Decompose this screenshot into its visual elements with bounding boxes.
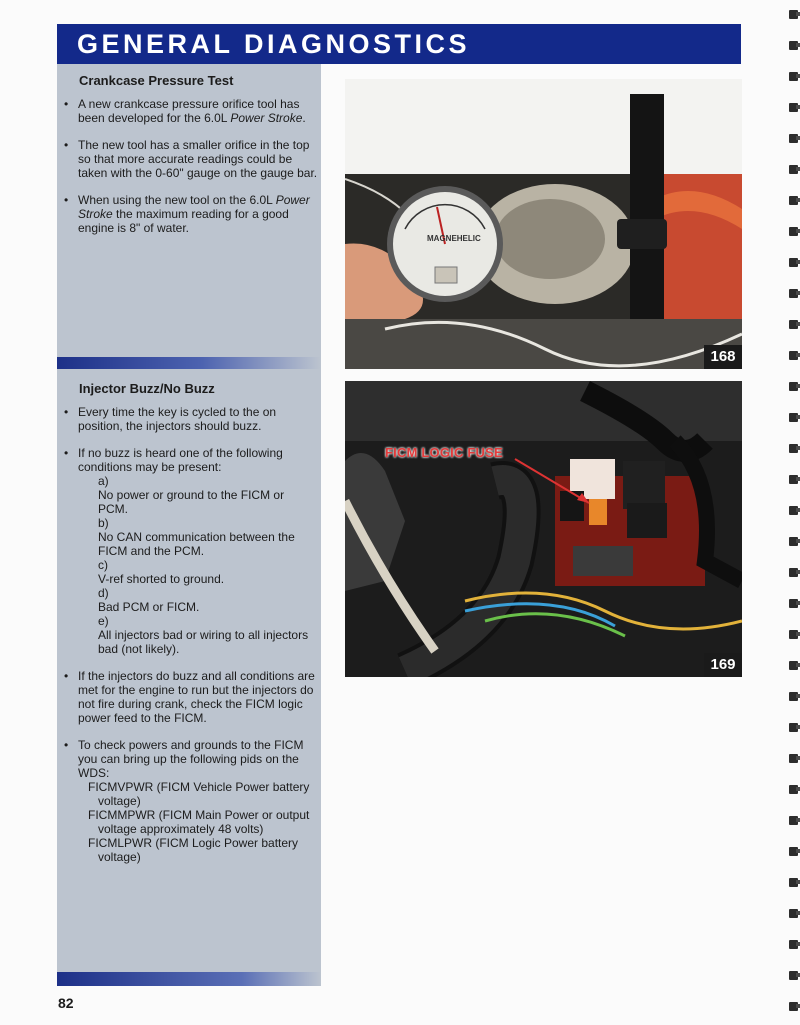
binding-ring [789, 878, 798, 887]
sidebar-footer-bar [57, 972, 321, 986]
binding-ring [789, 41, 798, 50]
list-item: • When using the new tool on the 6.0L Power Stroke the maximum reading for a good engine is 8" of water. [62, 193, 320, 235]
binding-ring [789, 320, 798, 329]
binding-ring [789, 506, 798, 515]
spiral-binding [786, 0, 800, 1025]
condition-item: c)V-ref shorted to ground. [98, 558, 225, 586]
pid-item: FICMMPWR (FICM Main Power or output voltage approximately 48 volts) [88, 808, 310, 836]
binding-ring [789, 971, 798, 980]
crankcase-bullet-list [62, 97, 320, 248]
list-item: • Every time the key is cycled to the on position, the injectors should buzz. [62, 405, 320, 433]
page-header [57, 24, 741, 64]
binding-ring [789, 847, 798, 856]
list-item: • If no buzz is heard one of the following conditions may be present: a)No power or ground to the FICM or PCM. b)No CAN communication between the FICM and the PCM. c)V-ref shorted to ground. d)Bad PCM or FICM. e)All injectors bad or wiring to all injectors bad (not likely). [62, 446, 320, 656]
binding-ring [789, 537, 798, 546]
ficm-fuse-photo [345, 381, 742, 677]
pid-item: FICMLPWR (FICM Logic Power battery voltage) [88, 836, 299, 864]
pid-list [78, 780, 320, 864]
condition-list [78, 474, 320, 656]
binding-ring [789, 661, 798, 670]
binding-ring [789, 72, 798, 81]
binding-ring [789, 227, 798, 236]
binding-ring [789, 165, 798, 174]
section-divider [57, 357, 321, 369]
binding-ring [789, 382, 798, 391]
injector-bullet-list [62, 405, 320, 877]
binding-ring [789, 630, 798, 639]
binding-ring [789, 754, 798, 763]
figure-number-168: 168 [704, 345, 742, 369]
list-item: • To check powers and grounds to the FICM you can bring up the following pids on the WDS: FICMVPWR (FICM Vehicle Power battery voltage) FICMMPWR (FICM Main Power or output voltage approximately 48 volts) FICMLPWR (FICM Logic Power battery voltage) [62, 738, 320, 864]
binding-ring [789, 413, 798, 422]
binding-ring [789, 1002, 798, 1011]
binding-ring [789, 196, 798, 205]
page-title: GENERAL DIAGNOSTICS [77, 29, 471, 59]
crankcase-gauge-photo [345, 79, 742, 369]
binding-ring [789, 134, 798, 143]
binding-ring [789, 940, 798, 949]
binding-ring [789, 599, 798, 608]
condition-item: b)No CAN communication between the FICM and the PCM. [98, 516, 295, 558]
binding-ring [789, 444, 798, 453]
condition-item: a)No power or ground to the FICM or PCM. [98, 474, 285, 516]
binding-ring [789, 258, 798, 267]
binding-ring [789, 909, 798, 918]
pid-item: FICMVPWR (FICM Vehicle Power battery voltage) [88, 780, 310, 808]
fuse-photo-illustration [345, 381, 742, 677]
page-number: 82 [58, 995, 74, 1011]
binding-ring [789, 103, 798, 112]
binding-ring [789, 10, 798, 19]
list-item: • The new tool has a smaller orifice in the top so that more accurate readings could be taken with the 0-60" gauge on the gauge bar. [62, 138, 320, 180]
binding-ring [789, 568, 798, 577]
injector-section-title: Injector Buzz/No Buzz [79, 381, 215, 396]
crankcase-section-title: Crankcase Pressure Test [79, 73, 234, 88]
binding-ring [789, 351, 798, 360]
gauge-brand-label: MAGNEHELIC [427, 234, 481, 243]
ficm-logic-fuse-callout: FICM LOGIC FUSE [385, 445, 503, 460]
binding-ring [789, 785, 798, 794]
binding-ring [789, 816, 798, 825]
binding-ring [789, 475, 798, 484]
condition-item: e)All injectors bad or wiring to all injectors bad (not likely). [98, 614, 309, 656]
list-item: • If the injectors do buzz and all conditions are met for the engine to run but the injectors do not fire during crank, check the FICM logic power feed to the FICM. [62, 669, 320, 725]
binding-ring [789, 692, 798, 701]
binding-ring [789, 289, 798, 298]
list-item: • A new crankcase pressure orifice tool has been developed for the 6.0L Power Stroke. [62, 97, 320, 125]
condition-item: d)Bad PCM or FICM. [98, 586, 200, 614]
figure-number-169: 169 [704, 653, 742, 677]
gauge-photo-illustration [345, 79, 742, 369]
binding-ring [789, 723, 798, 732]
